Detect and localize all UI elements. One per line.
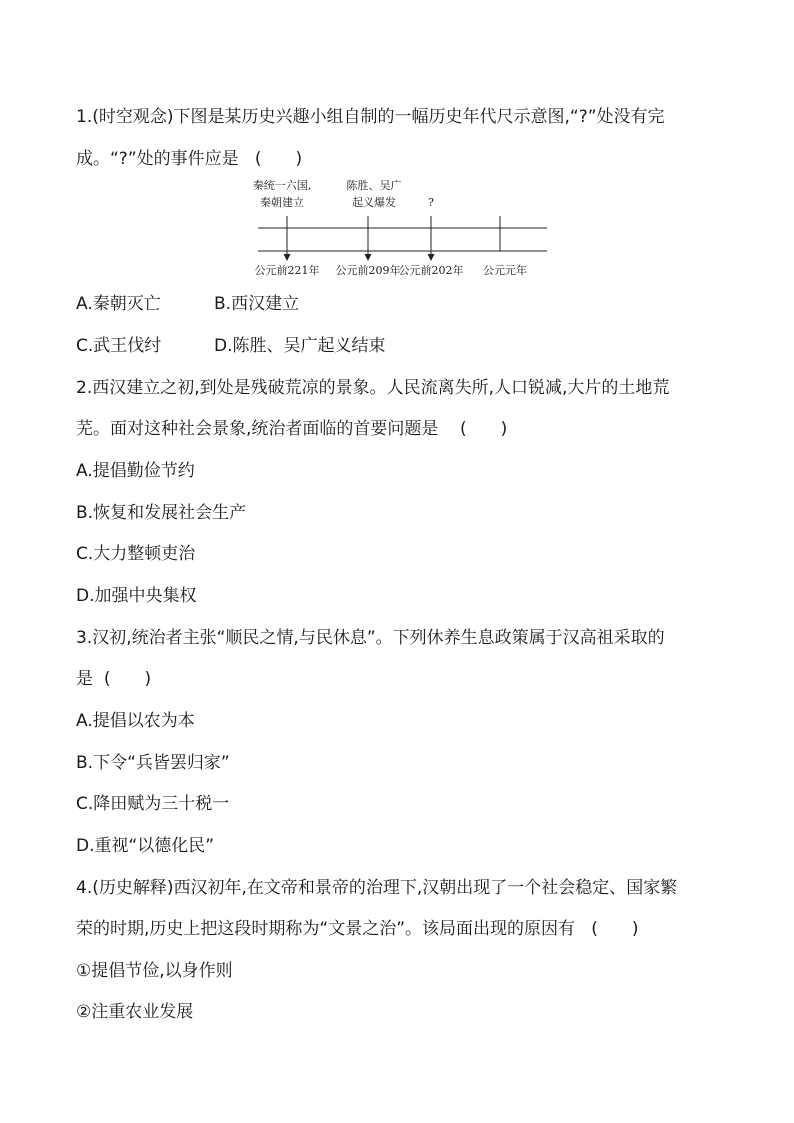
question-2-option-d[interactable]: D.加强中央集权	[76, 586, 197, 606]
question-1-line-2-text: 成。“?”处的事件应是	[76, 149, 239, 169]
timeline-tick-2	[365, 216, 372, 261]
question-2-line-2-text: 芜。面对这种社会景象,统治者面临的首要问题是	[76, 419, 439, 439]
question-4-line-1: 4.(历史解释)西汉初年,在文帝和景帝的治理下,汉朝出现了一个社会稳定、国家繁	[76, 878, 678, 898]
question-2-option-b[interactable]: B.恢复和发展社会生产	[76, 503, 247, 523]
question-1-options-row-2	[76, 335, 386, 357]
timeline-date-4: 公元元年	[483, 264, 527, 277]
question-3-option-c[interactable]: C.降田赋为三十税一	[76, 794, 230, 814]
timeline-question-mark: ?	[428, 196, 434, 209]
question-4-line-2-text: 荣的时期,历史上把这段时期称为“文景之治”。该局面出现的原因有	[76, 919, 576, 939]
question-4-item-2: ②注重农业发展	[76, 1002, 194, 1022]
answer-blank-1: ( )	[254, 149, 303, 169]
timeline-figure	[250, 176, 550, 286]
timeline-date-1: 公元前221年	[254, 264, 320, 277]
timeline-date-3: 公元前202年	[398, 264, 464, 277]
question-3-line-1: 3.汉初,统治者主张“顺民之情,与民休息”。下列休养生息政策属于汉高祖采取的	[76, 628, 665, 648]
timeline-date-2: 公元前209年	[335, 264, 401, 277]
question-1-option-b[interactable]: B.西汉建立	[214, 294, 300, 314]
question-1-options-row-1	[76, 293, 299, 315]
timeline-event-2-bottom: 起义爆发	[352, 196, 396, 209]
question-3-option-b[interactable]: B.下令“兵皆罢归家”	[76, 753, 230, 773]
question-2-option-c[interactable]: C.大力整顿吏治	[76, 544, 196, 564]
timeline-tick-1	[284, 216, 291, 261]
answer-blank-4: ( )	[591, 919, 639, 939]
answer-blank-2: ( )	[460, 419, 508, 439]
question-3-option-d[interactable]: D.重视“以德化民”	[76, 836, 215, 856]
timeline-event-1-top: 秦统一六国,	[252, 179, 312, 192]
answer-blank-3: ( )	[103, 669, 152, 689]
timeline-event-1-bottom: 秦朝建立	[260, 196, 304, 209]
question-2-option-a[interactable]: A.提倡勤俭节约	[76, 461, 195, 481]
question-2-line-2	[76, 418, 507, 440]
question-3-line-2-text: 是	[76, 669, 93, 689]
timeline-tick-3	[428, 216, 435, 261]
question-1-option-a[interactable]: A.秦朝灭亡	[76, 294, 161, 314]
timeline-event-2-top: 陈胜、吴广	[346, 179, 402, 192]
question-1-line-1: 1.(时空观念)下图是某历史兴趣小组自制的一幅历史年代尺示意图,“?”处没有完	[76, 107, 665, 127]
question-2-line-1: 2.西汉建立之初,到处是残破荒凉的景象。人民流离失所,人口锐减,大片的土地荒	[76, 378, 670, 398]
question-1-option-c[interactable]: C.武王伐纣	[76, 336, 162, 356]
question-3-option-a[interactable]: A.提倡以农为本	[76, 711, 195, 731]
question-4-line-2	[76, 918, 639, 940]
question-3-line-2	[76, 668, 151, 690]
question-4-item-1: ①提倡节俭,以身作则	[76, 961, 233, 981]
question-1-line-2	[76, 148, 302, 170]
question-1-option-d[interactable]: D.陈胜、吴广起义结束	[214, 336, 386, 356]
